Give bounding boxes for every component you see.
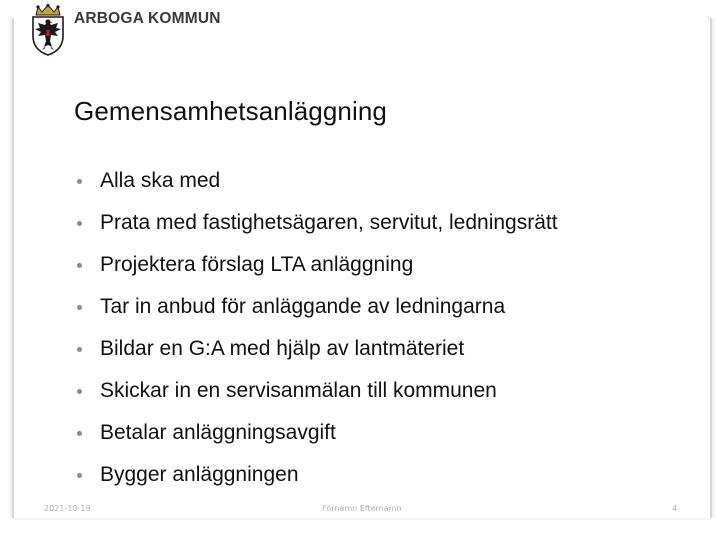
bullet-text: Bygger anläggningen [100,463,299,486]
org-name: ARBOGA KOMMUN [74,10,221,27]
list-item [74,202,558,244]
bullet-text: Tar in anbud för anläggande av ledningarna [100,295,506,318]
footer-page-number: 4 [672,504,678,513]
bullet-text: Alla ska med [100,169,221,192]
list-item [74,454,558,496]
list-item [74,244,558,286]
list-item [74,328,558,370]
bullet-icon [77,305,82,310]
footer-date: 2021-10-19 [44,504,91,513]
footer-author: Förnamn Efternamn [322,504,402,513]
bullet-list [74,160,558,496]
bullet-icon [77,221,82,226]
bullet-icon [77,263,82,268]
list-item [74,286,558,328]
bullet-text: Bildar en G:A med hjälp av lantmäteriet [100,337,465,360]
bullet-text: Skickar in en servisanmälan till kommunen [100,379,497,402]
list-item [74,370,558,412]
bullet-text: Prata med fastighetsägaren, servitut, ledningsrätt [100,211,558,234]
bullet-text: Projektera förslag LTA anläggning [100,253,414,276]
bullet-icon [77,179,82,184]
bullet-text: Betalar anläggningsavgift [100,421,336,444]
bullet-icon [77,347,82,352]
bullet-icon [77,473,82,478]
org-logo [28,4,221,56]
coat-of-arms-icon [28,4,68,56]
bullet-icon [77,389,82,394]
list-item [74,412,558,454]
bullet-icon [77,431,82,436]
slide-title: Gemensamhetsanläggning [74,96,387,126]
list-item [74,160,558,202]
